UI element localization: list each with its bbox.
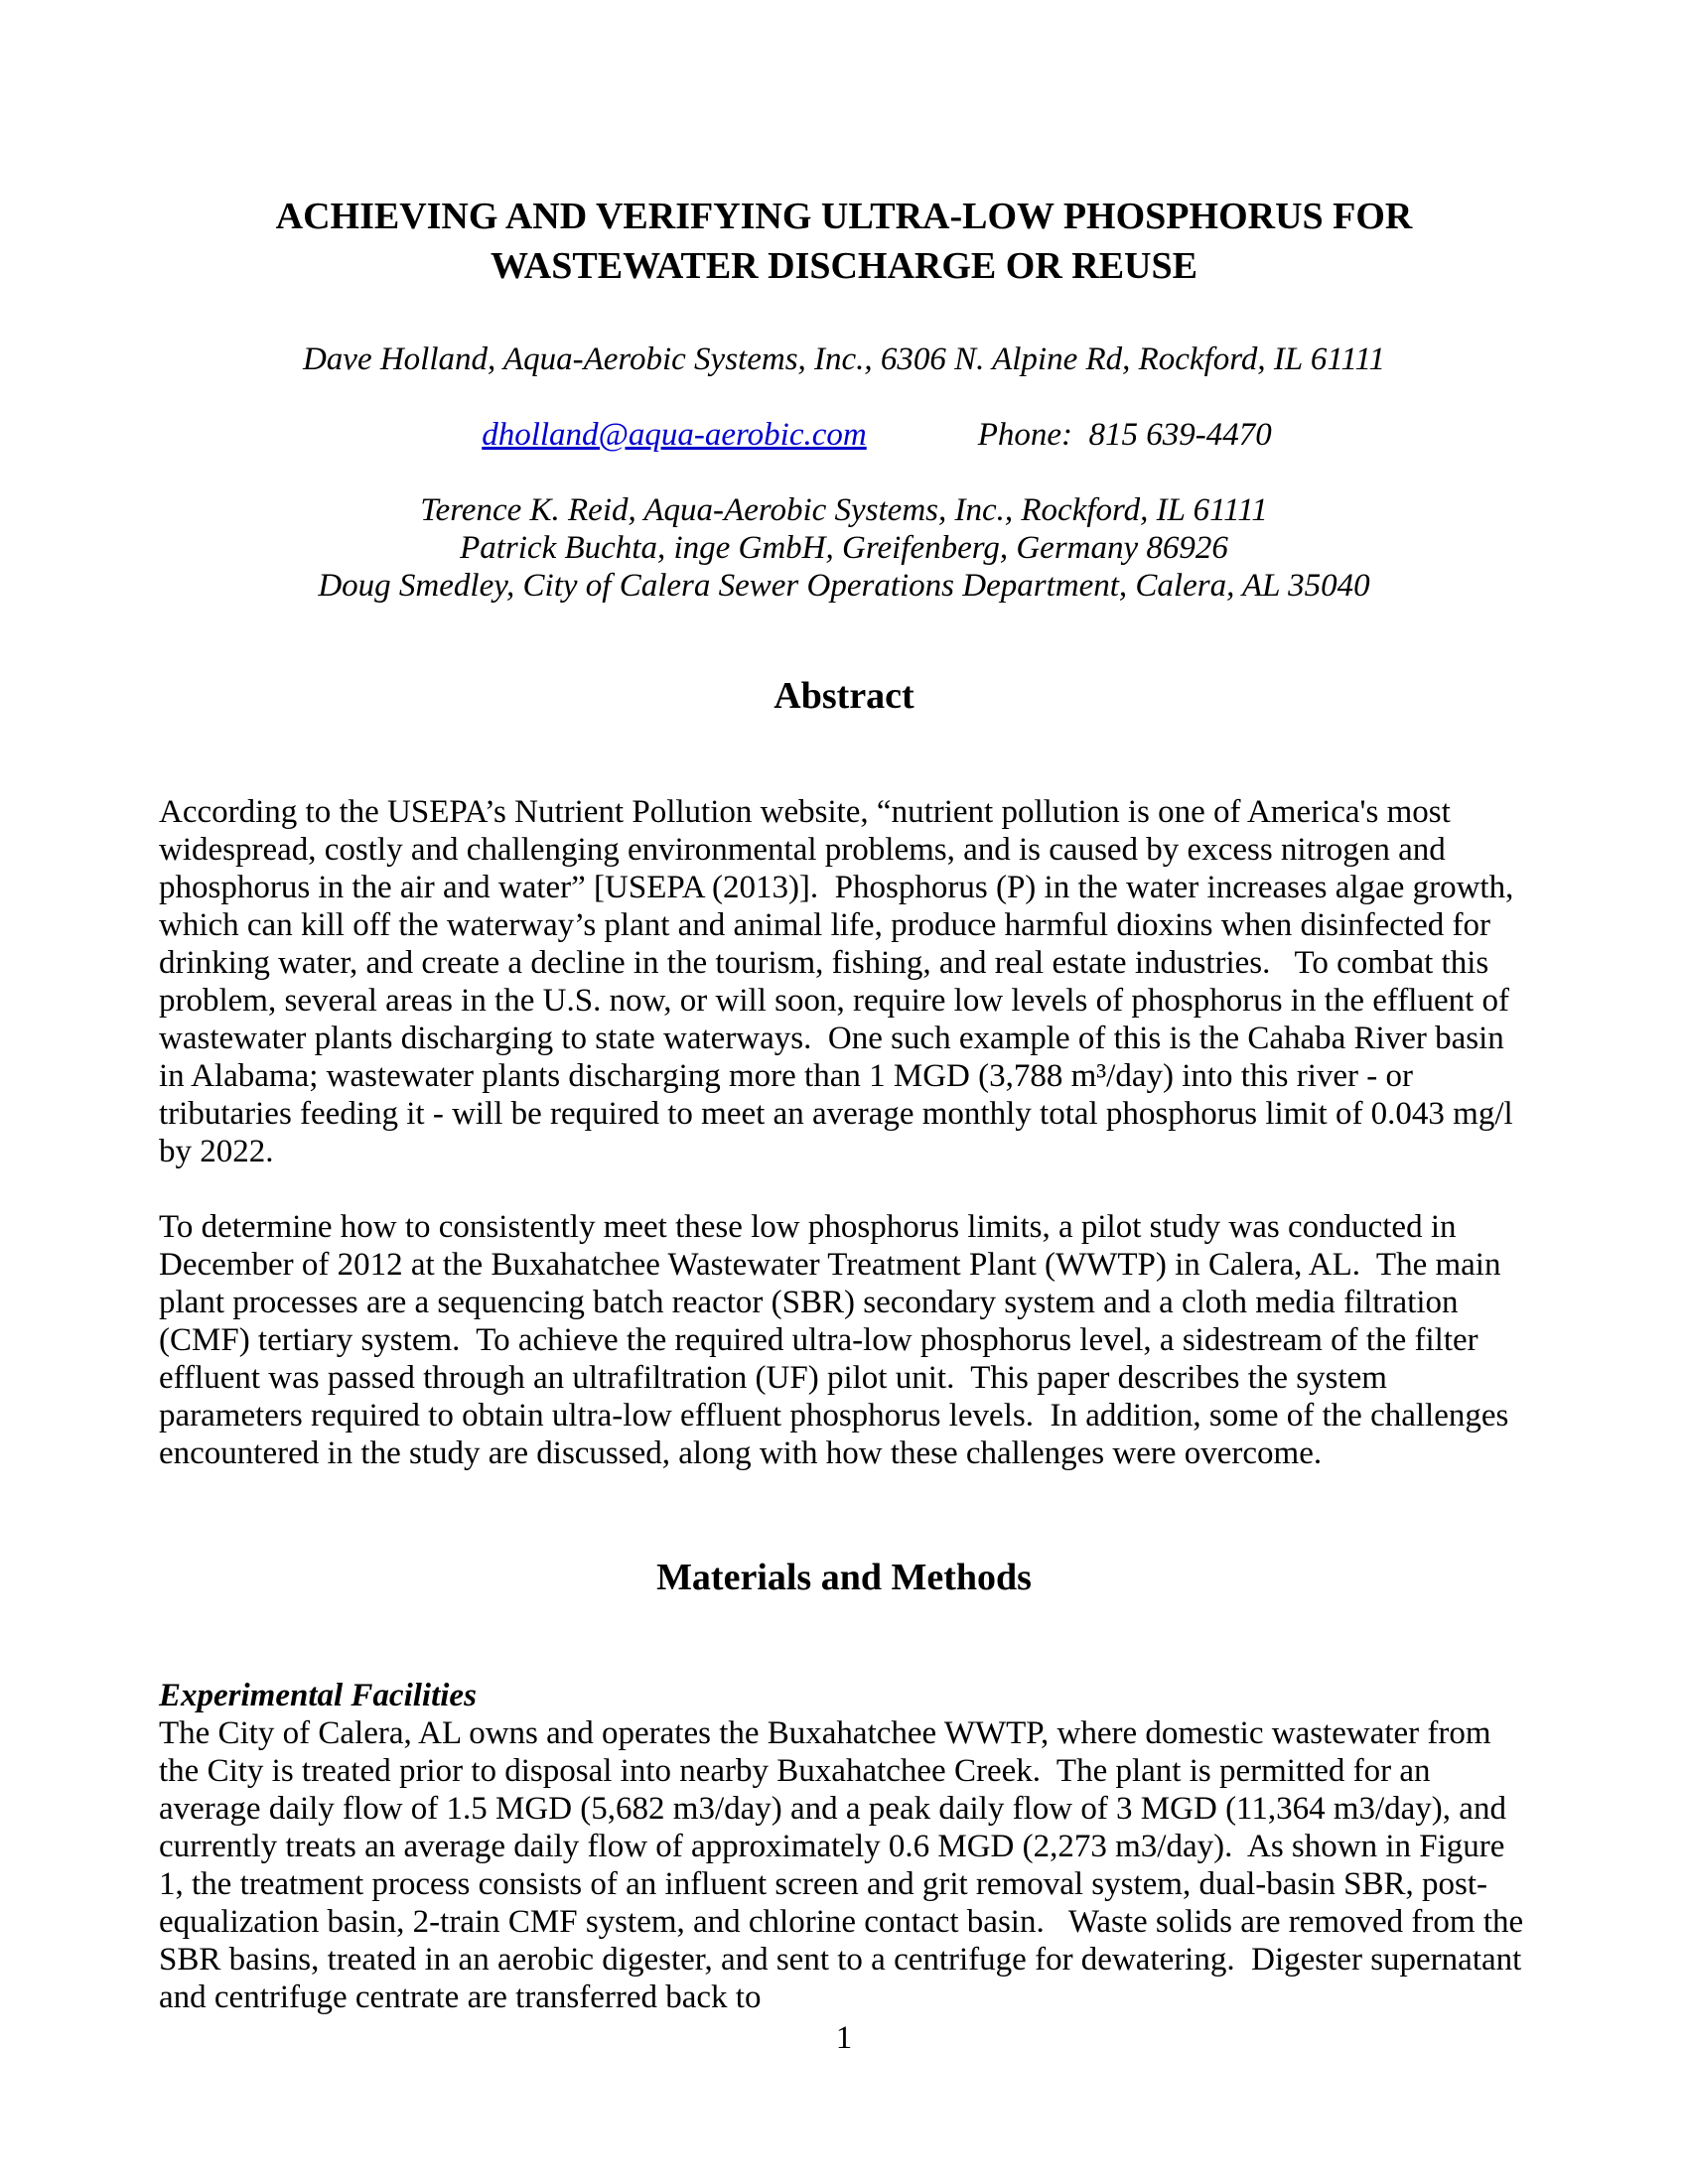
abstract-paragraph-1: According to the USEPA’s Nutrient Pollution website, “nutrient pollution is one of America's most widespread, costly and challenging environmental problems, and is caused by excess nitrogen and phosphorus in the air and water” [USEPA (2013)]. Phosphorus (P) in the water increases algae growth, which can kill off the waterway’s plant and animal life, produce harmful dioxins when disinfected for drinking water, and create a decline in the tourism, fishing, and real estate industries. To combat this problem, several areas in the U.S. now, or will soon, require low levels of phosphorus in the effluent of wastewater plants discharging to state waterways. One such example of this is the Cahaba River basin in Alabama; wastewater plants discharging more than 1 MGD (3,788 m³/day) into this river - or tributaries feeding it - will be required to meet an average monthly total phosphorus limit of 0.043 mg/l by 2022. [159,794,1522,1169]
experimental-facilities-heading: Experimental Facilities [159,1678,477,1713]
abstract-paragraph-2: To determine how to consistently meet these low phosphorus limits, a pilot study was conducted in December of 2012 at the Buxahatchee Wastewater Treatment Plant (WWTP) in Calera, AL. The main plant processes are a sequencing batch reactor (SBR) secondary system and a cloth media filtration (CMF) tertiary system. To achieve the required ultra-low phosphorus level, a sidestream of the filter effluent was passed through an ultrafiltration (UF) pilot unit. This paper describes the system parameters required to obtain ultra-low effluent phosphorus levels. In addition, some of the challenges encountered in the study are discussed, along with how these challenges were overcome. [159,1209,1517,1471]
author-email-link[interactable]: dholland@aqua-aerobic.com [482,417,867,453]
author-line-1: Dave Holland, Aqua-Aerobic Systems, Inc., 6306 N. Alpine Rd, Rockford, IL 61111 [302,341,1386,377]
author-block [159,341,1529,605]
paper-title-line-2: WASTEWATER DISCHARGE OR REUSE [491,245,1197,287]
author-line-3: Terence K. Reid, Aqua-Aerobic Systems, Inc., Rockford, IL 61111 [420,492,1268,528]
paper-title-line-1: ACHIEVING AND VERIFYING ULTRA-LOW PHOSPHORUS FOR [275,196,1413,237]
paper-title [159,192,1529,291]
page-number: 1 [835,2020,853,2056]
author-contact-line [159,378,1529,491]
author-line-5: Doug Smedley, City of Calera Sewer Operations Department, Calera, AL 35040 [318,568,1370,604]
author-phone: Phone: 815 639-4470 [977,417,1272,453]
materials-methods-heading: Materials and Methods [656,1557,1032,1598]
methods-paragraph-1: The City of Calera, AL owns and operates the Buxahatchee WWTP, where domestic wastewater from the City is treated prior to disposal into nearby Buxahatchee Creek. The plant is permitted for an average daily flow of 1.5 MGD (5,682 m3/day) and a peak daily flow of 3 MGD (11,364 m3/day), and currently treats an average daily flow of approximately 0.6 MGD (2,273 m3/day). As shown in Figure 1, the treatment process consists of an influent screen and grit removal system, dual-basin SBR, post-equalization basin, 2-train CMF system, and chlorine contact basin. Waste solids are removed from the SBR basins, treated in an aerobic digester, and sent to a centrifuge for dewatering. Digester supernatant and centrifuge centrate are transferred back to [159,1715,1532,2015]
author-line-4: Patrick Buchta, inge GmbH, Greifenberg, Germany 86926 [460,530,1228,566]
abstract-heading: Abstract [774,675,914,717]
